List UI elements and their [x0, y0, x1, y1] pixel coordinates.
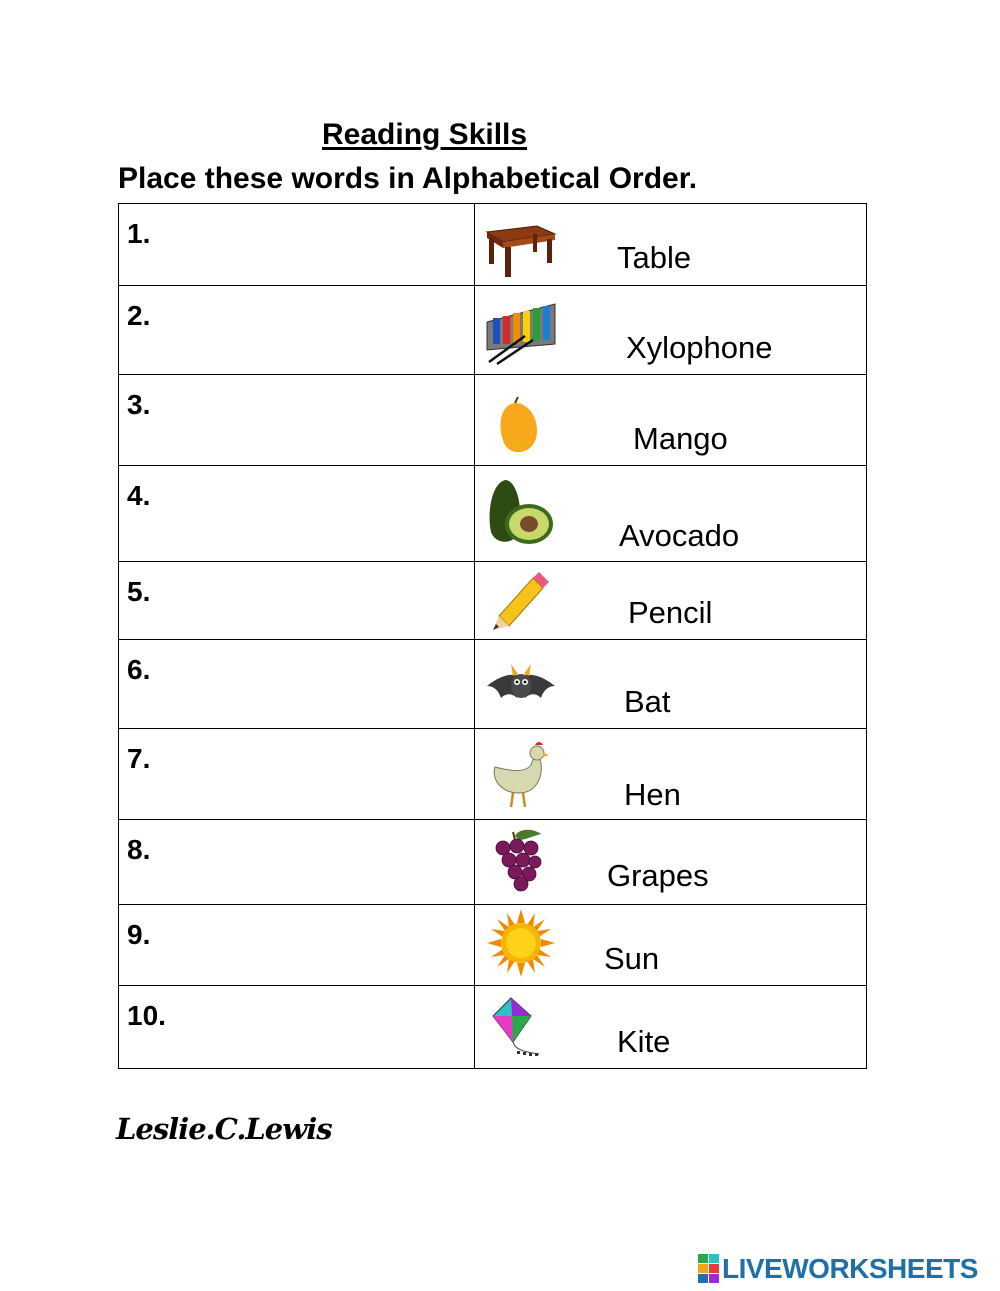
- word-label: Xylophone: [626, 330, 773, 365]
- word-cell: [475, 986, 867, 1069]
- word-cell: [475, 466, 867, 562]
- answer-cell[interactable]: [119, 729, 475, 820]
- answer-cell[interactable]: [119, 820, 475, 905]
- brand-logo: [698, 1252, 978, 1286]
- row-number: 1.: [127, 218, 151, 249]
- word-label: Pencil: [628, 595, 713, 630]
- table-row: [119, 729, 867, 820]
- word-label: Kite: [617, 1024, 671, 1059]
- table-row: [119, 204, 867, 286]
- word-label: Avocado: [619, 518, 740, 553]
- word-cell: [475, 204, 867, 286]
- hen-icon: [485, 737, 557, 809]
- row-number: 2.: [127, 300, 151, 331]
- word-cell: [475, 562, 867, 640]
- table-row: [119, 905, 867, 986]
- answer-cell[interactable]: [119, 986, 475, 1069]
- grapes-icon: [485, 826, 557, 898]
- avocado-icon: [485, 476, 557, 548]
- word-cell: [475, 729, 867, 820]
- kite-icon: [485, 994, 557, 1066]
- row-number: 3.: [127, 389, 151, 420]
- row-number: 4.: [127, 480, 151, 511]
- word-label: Table: [617, 240, 692, 275]
- pencil-icon: [485, 566, 557, 638]
- row-number: 8.: [127, 834, 151, 865]
- answer-cell[interactable]: [119, 286, 475, 375]
- word-cell: [475, 286, 867, 375]
- row-number: 10.: [127, 1000, 166, 1031]
- table-row: [119, 640, 867, 729]
- brand-name: LIVEWORKSHEETS: [722, 1253, 978, 1284]
- table-icon: [485, 212, 557, 284]
- word-label: Hen: [624, 777, 681, 812]
- worksheet-instruction: Place these words in Alphabetical Order.: [118, 162, 698, 195]
- row-number: 6.: [127, 654, 151, 685]
- bat-icon: [485, 652, 557, 724]
- word-cell: [475, 905, 867, 986]
- answer-cell[interactable]: [119, 204, 475, 286]
- word-table: [118, 203, 867, 1069]
- word-label: Grapes: [607, 858, 709, 893]
- liveworksheets-logo-icon: [698, 1254, 720, 1284]
- row-number: 5.: [127, 576, 151, 607]
- worksheet-title: Reading Skills: [322, 118, 528, 151]
- sun-icon: [485, 907, 557, 979]
- answer-cell[interactable]: [119, 375, 475, 466]
- word-cell: [475, 640, 867, 729]
- answer-cell[interactable]: [119, 562, 475, 640]
- mango-icon: [485, 389, 557, 461]
- word-label: Sun: [604, 941, 660, 976]
- xylophone-icon: [485, 294, 557, 366]
- word-label: Bat: [624, 684, 671, 719]
- word-label: Mango: [633, 421, 728, 456]
- answer-cell[interactable]: [119, 905, 475, 986]
- row-number: 9.: [127, 919, 151, 950]
- table-row: [119, 375, 867, 466]
- word-cell: [475, 375, 867, 466]
- table-row: [119, 466, 867, 562]
- table-row: [119, 820, 867, 905]
- word-cell: [475, 820, 867, 905]
- table-row: [119, 286, 867, 375]
- author-signature: Leslie.C.Lewis: [116, 1112, 332, 1146]
- answer-cell[interactable]: [119, 640, 475, 729]
- table-row: [119, 986, 867, 1069]
- row-number: 7.: [127, 743, 151, 774]
- answer-cell[interactable]: [119, 466, 475, 562]
- table-row: [119, 562, 867, 640]
